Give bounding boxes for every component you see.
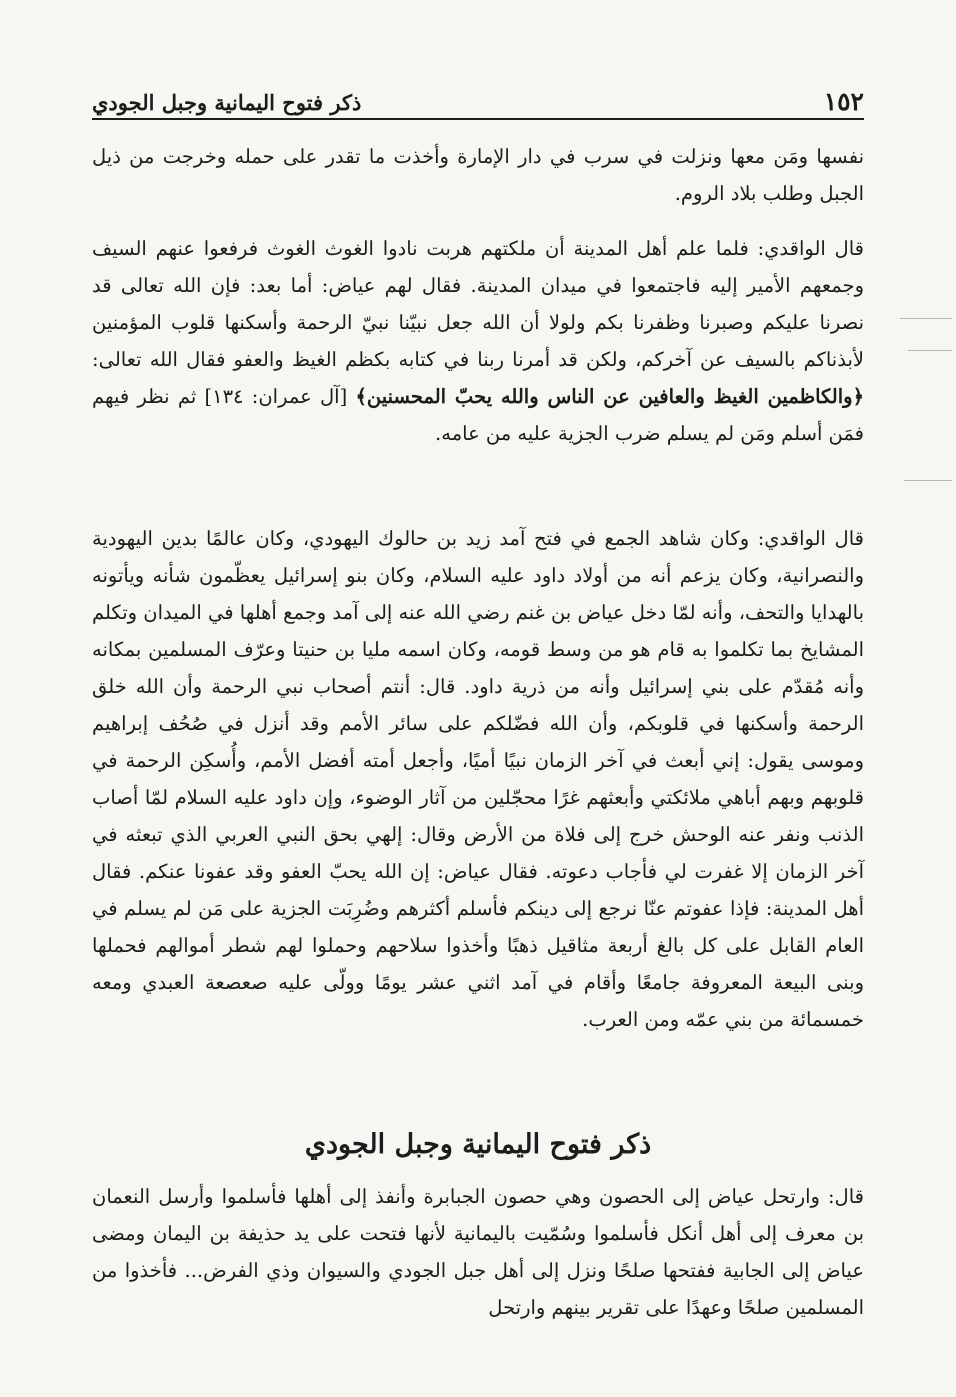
paragraph-1-text: نفسها ومَن معها ونزلت في سرب في دار الإمارة وأخذت ما تقدر على حمله وخرجت من ذيل الجبل وطلب بلاد الروم. [92,145,864,205]
paragraph-3 [92,520,864,1038]
quran-verse: ﴿والكاظمين الغيظ والعافين عن الناس والله يحبّ المحسنين﴾ [355,385,865,408]
paragraph-3-text: قال الواقدي: وكان شاهد الجمع في فتح آمد زيد بن حالوك اليهودي، وكان عالمًا بدين اليهودية والنصرانية، وكان يزعم أنه من أولاد داود عليه السلام، وكان بنو إسرائيل يعظّمون شأنه ويأتونه بالهدايا والتحف، وأنه لمّا دخل عياض بن غنم رضي الله عنه إلى آمد وجمع أهلها في الميدان وتكلم المشايخ بما تكلموا به قام هو من وسط قومه، وكان اسمه مليا بن حنيتا وعرّف المسلمين بمكانه وأنه مُقدّم على بني إسرائيل وأنه من ذرية داود. قال: أنتم أصحاب نبي الرحمة وأن الله خلق الرحمة وأسكنها في قلوبكم، وأن الله فضّلكم على سائر الأمم وقد أنزل في صُحُف إبراهيم وموسى يقول: إني أبعث في آخر الزمان نبيًا أميًا، وأجعل أمته أفضل الأمم، وأُسكِن الرحمة في قلوبهم وبهم أباهي ملائكتي وأبعثهم غرًا محجّلين من آثار الوضوء، وإن داود عليه السلام لمّا أصاب الذنب ونفر عنه الوحش خرج إلى فلاة من الأرض وقال: إلهي بحق النبي العربي الذي تبعثه في آخر الزمان إلا غفرت لي فأجاب دعوته. فقال عياض: إن الله يحبّ العفو وقد عفونا عنكم. فقال أهل المدينة: فإذا عفوتم عنّا نرجع إلى دينكم فأسلم أكثرهم وضُرِبَت الجزية على مَن لم يسلم في العام القابل على كل بالغ أربعة مثاقيل ذهبًا وأخذوا سلاحهم وحملوا لهم شطر أموالهم فحملها وبنى البيعة المعروفة جامعًا وأقام في آمد اثني عشر يومًا وولّى عليه صعصعة العبدي ومعه خمسمائة من بني عمّه ومن العرب. [92,527,864,1031]
margin-mark [900,318,952,319]
page-header [92,80,864,120]
paragraph-2-text-before: قال الواقدي: فلما علم أهل المدينة أن ملكتهم هربت نادوا الغوث الغوث فرفعوا عنهم السيف وجمعهم الأمير إليه فاجتمعوا في ميدان المدينة. فقال لهم عياض: أما بعد: فإن الله تعالى قد نصرنا عليكم وصبرنا وظفرنا بكم ولولا أن الله جعل نبيّنا نبيّ الرحمة وأسكنها قلوب المؤمنين لأبذناكم بالسيف عن آخركم، ولكن قد أمرنا ربنا في كتابه بكظم الغيظ والعفو فقال الله تعالى: [92,237,864,371]
paragraph-2 [92,230,864,452]
margin-mark [904,480,952,481]
section-paragraph [92,1178,864,1326]
running-title: ذكر فتوح اليمانية وجبل الجودي [92,90,362,115]
section-heading: ذكر فتوح اليمانية وجبل الجودي [304,1129,652,1160]
paragraph-1 [92,138,864,212]
page-number: ١٥٢ [823,87,864,116]
margin-mark [908,350,952,351]
paragraph-2-text-after: [آل عمران: ١٣٤] ثم نظر فيهم فمَن أسلم ومَن لم يسلم ضرب الجزية عليه من عامه. [92,385,864,445]
section-paragraph-text: قال: وارتحل عياض إلى الحصون وهي حصون الجبابرة وأنفذ إلى أهلها فأسلموا وأرسل النعمان بن معرف إلى أهل أنكل فأسلموا وسُمّيت باليمانية لأنها فتحت على يد حذيفة بن اليمان ومضى عياض إلى الجابية ففتحها صلحًا ونزل إلى أهل جبل الجودي والسيوان وذي الفرض... فأخذوا من المسلمين صلحًا وعهدًا على تقرير بينهم وارتحل [92,1185,864,1319]
